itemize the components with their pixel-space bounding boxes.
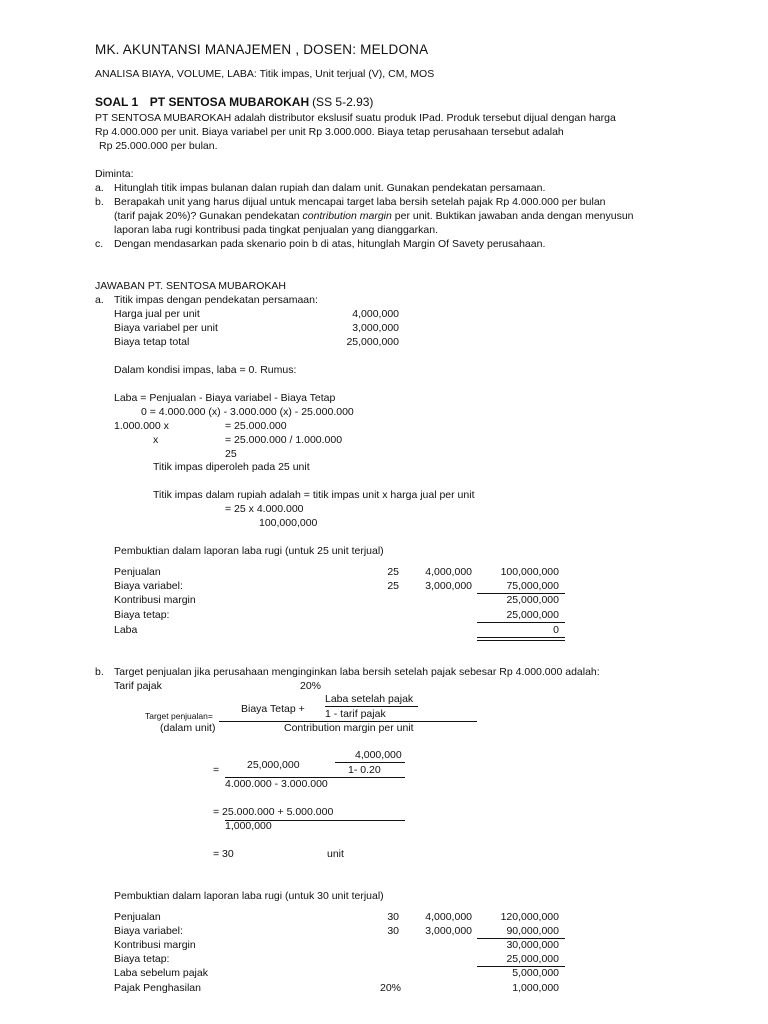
problem-heading (95, 96, 373, 109)
question-b-line-2-pre: (tarif pajak 20%)? Gunakan pendekatan (114, 210, 303, 222)
proof-1-row-qty: 25 (387, 566, 399, 578)
profit-formula: Laba = Penjualan - Biaya variabel - Biaya Tetap (114, 392, 336, 404)
proof-1-row-price: 3,000,000 (425, 580, 472, 592)
total-double-rule (477, 640, 565, 641)
equation-2-right: = 25.000.000 (225, 420, 287, 432)
question-c-mark: c. (95, 238, 104, 250)
proof-1-row-qty: 25 (387, 580, 399, 592)
calc-3-result: = 30 (213, 848, 234, 860)
calc-2-numerator: = 25.000.000 + 5.000.000 (213, 806, 334, 818)
proof-1-row-label: Kontribusi margin (114, 594, 196, 606)
impas-rupiah-result: 100,000,000 (259, 517, 318, 529)
problem-line-2: Rp 4.000.000 per unit. Biaya variabel per unit Rp 3.000.000. Biaya tetap perusahaan tersebut adalah (95, 126, 564, 138)
proof-1-row-label: Penjualan (114, 566, 161, 578)
impas-unit-text: Titik impas diperoleh pada 25 unit (153, 461, 310, 473)
proof-2-row-qty: 30 (387, 911, 399, 923)
problem-ref: (SS 5-2.93) (312, 95, 374, 109)
question-a-mark: a. (95, 182, 104, 194)
answer-a-mark: a. (95, 294, 104, 306)
answer-title: JAWABAN PT. SENTOSA MUBAROKAH (95, 280, 286, 292)
formula-frac-numerator: Laba setelah pajak (325, 693, 414, 705)
proof-2-row-amount: 120,000,000 (500, 911, 559, 923)
input-label: Biaya tetap total (114, 336, 190, 348)
proof-2-row-label: Kontribusi margin (114, 939, 196, 951)
proof-2-row-label: Biaya variabel: (114, 925, 183, 937)
proof-2-row-label: Pajak Penghasilan (114, 982, 201, 994)
proof-1-row-amount: 25,000,000 (506, 609, 559, 621)
equation-2-left: 1.000.000 x (114, 420, 169, 432)
answer-b-mark: b. (95, 666, 104, 678)
formula-frac-denominator: 1 - tarif pajak (325, 708, 386, 720)
formula-denominator: Contribution margin per unit (284, 722, 414, 734)
input-value: 3,000,000 (352, 322, 399, 334)
proof-1-row-amount: 25,000,000 (506, 594, 559, 606)
proof-2-row-amount: 30,000,000 (506, 939, 559, 951)
formula-left-top: Target penjualan= (145, 711, 213, 721)
proof-2-row-amount: 1,000,000 (512, 982, 559, 994)
document-title: MK. AKUNTANSI MANAJEMEN , DOSEN: MELDONA (95, 42, 429, 57)
proof-2-row-amount: 90,000,000 (506, 925, 559, 937)
question-b-line-2-post: per unit. Buktikan jawaban anda dengan menyusun (391, 210, 634, 222)
proof-2-row-label: Penjualan (114, 911, 161, 923)
question-b-line-3: laporan laba rugi kontribusi pada tingkat penjualan yang dianggarkan. (114, 224, 438, 236)
answer-a-title: Titik impas dengan pendekatan persamaan: (114, 294, 318, 306)
equation-3-left: x (153, 434, 159, 446)
problem-label: SOAL 1 (95, 95, 139, 109)
proof-2-row-amount: 5,000,000 (512, 967, 559, 979)
proof-1-row-price: 4,000,000 (425, 566, 472, 578)
proof-1-row-amount: 100,000,000 (500, 566, 559, 578)
impas-condition: Dalam kondisi impas, laba = 0. Rumus: (114, 364, 297, 376)
subtotal-rule (477, 622, 565, 623)
proof-2-row-qty: 30 (387, 925, 399, 937)
diminta-label: Diminta: (95, 168, 134, 180)
calc-1-denominator: 4.000.000 - 3.000.000 (225, 778, 328, 790)
proof-2-row-label: Biaya tetap: (114, 953, 170, 965)
answer-b-title: Target penjualan jika perusahaan menginginkan laba bersih setelah pajak sebesar Rp 4.000.000 adalah: (114, 666, 600, 678)
input-label: Harga jual per unit (114, 308, 200, 320)
question-b-line-2-italic: contribution margin (302, 210, 392, 222)
calc-1-numerator: 25,000,000 (247, 759, 300, 771)
calc-1-frac-denominator: 1- 0.20 (348, 764, 381, 776)
input-value: 25,000,000 (346, 336, 399, 348)
formula-numerator: Biaya Tetap + (241, 703, 305, 715)
equation-4-result: 25 (225, 448, 237, 460)
total-double-rule (477, 637, 565, 638)
proof-2-row-price: 3,000,000 (425, 925, 472, 937)
proof-2-title: Pembuktian dalam laporan laba rugi (untuk 30 unit terjual) (114, 890, 384, 902)
proof-2-row-label: Laba sebelum pajak (114, 967, 208, 979)
question-c-text: Dengan mendasarkan pada skenario poin b di atas, hitunglah Margin Of Savety perusahaan. (114, 238, 546, 250)
proof-1-row-label: Biaya variabel: (114, 580, 183, 592)
proof-1-title: Pembuktian dalam laporan laba rugi (untuk 25 unit terjual) (114, 545, 384, 557)
impas-rupiah-text: Titik impas dalam rupiah adalah = titik impas unit x harga jual per unit (153, 489, 475, 501)
problem-line-1: PT SENTOSA MUBAROKAH adalah distributor ekslusif suatu produk IPad. Produk tersebut dijual dengan harga (95, 112, 616, 124)
proof-2-row-price: 4,000,000 (425, 911, 472, 923)
equation-1: 0 = 4.000.000 (x) - 3.000.000 (x) - 25.000.000 (141, 406, 354, 418)
problem-company: PT SENTOSA MUBAROKAH (149, 95, 310, 109)
proof-2-row-amount: 25,000,000 (506, 953, 559, 965)
question-b-line-1: Berapakah unit yang harus dijual untuk mencapai target laba bersih setelah pajak Rp 4.000.000 per bulan (114, 196, 606, 208)
equation-3-right: = 25.000.000 / 1.000.000 (225, 434, 343, 446)
formula-left-bottom: (dalam unit) (160, 722, 216, 734)
formula-frac-line (325, 706, 418, 707)
tax-rate-label: Tarif pajak (114, 680, 162, 692)
calc-1-equals: = (213, 764, 220, 776)
question-b-mark: b. (95, 196, 104, 208)
input-label: Biaya variabel per unit (114, 322, 218, 334)
question-a-text: Hitunglah titik impas bulanan dalan rupiah dan dalam unit. Gunakan pendekatan persamaan. (114, 182, 546, 194)
problem-line-3: Rp 25.000.000 per bulan. (99, 140, 218, 152)
calc-2-denominator: 1,000,000 (225, 820, 272, 832)
input-value: 4,000,000 (352, 308, 399, 320)
calc-3-unit: unit (327, 848, 344, 860)
impas-rupiah-calc: = 25 x 4.000.000 (225, 503, 304, 515)
proof-1-row-amount: 75,000,000 (506, 580, 559, 592)
calc-1-frac-line (335, 762, 405, 763)
proof-2-row-qty: 20% (379, 982, 401, 994)
tax-rate-value: 20% (300, 680, 322, 692)
proof-1-row-amount: 0 (553, 624, 559, 636)
calc-1-frac-numerator: 4,000,000 (355, 749, 402, 761)
proof-1-row-label: Biaya tetap: (114, 609, 170, 621)
proof-1-row-label: Laba (114, 624, 138, 636)
document-subtitle: ANALISA BIAYA, VOLUME, LABA: Titik impas, Unit terjual (V), CM, MOS (95, 68, 435, 80)
question-b-line-2 (114, 210, 634, 222)
